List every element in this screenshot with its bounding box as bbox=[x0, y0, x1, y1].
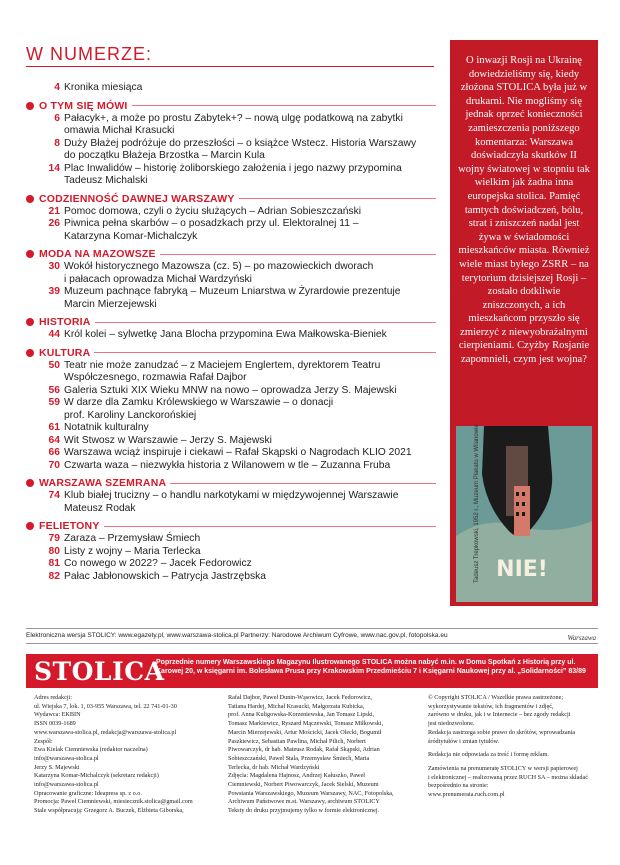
table-of-contents bbox=[26, 82, 436, 583]
imprint-line: śródtytułów i zmian tytułów. bbox=[428, 737, 500, 745]
toc-entry bbox=[26, 460, 436, 473]
toc-entry-text: Muzeum pachnące fabryką – Muzeum Lniarstwa w Żyrardowie prezentuje bbox=[64, 286, 401, 297]
toc-entry-text: Współczesnego, rozmawia Rafał Dajbor bbox=[64, 372, 247, 383]
toc-page-number: 6 bbox=[54, 112, 60, 124]
toc-page-number bbox=[26, 274, 64, 287]
imprint-line: wykorzystywanie tekstów, ich fragmentów i zdjęć, bbox=[428, 702, 554, 710]
imprint-line: info@warszawa-stolica.pl bbox=[34, 754, 99, 762]
toc-page-number: 21 bbox=[48, 205, 60, 217]
toc-section-header bbox=[26, 247, 436, 261]
imprint-line: Wydawca: EKBIN bbox=[34, 711, 81, 719]
toc-entry bbox=[26, 385, 436, 398]
toc-entry bbox=[26, 422, 436, 435]
imprint-line: bezpośrednio na stronie: bbox=[428, 782, 489, 790]
toc-entry-text: prof. Karoliny Lanckorońskiej bbox=[64, 409, 197, 421]
imprint-line: Sobieszczański, Paweł Stala, Przemysław Śmiech, Maria bbox=[228, 754, 370, 762]
toc-entry-text: Czwarta waza – niezwykła historia z Wilanowem w tle – Zuzanna Fruba bbox=[64, 459, 391, 471]
imprint-line: Katarzyna Komar-Michalczyk (sekretarz redakcji) bbox=[34, 772, 159, 780]
toc-entry bbox=[26, 372, 436, 385]
imprint-line: ul. Wiejska 7, lok. 1, 03-955 Warszawa, tel. 22 741-01-30 bbox=[34, 702, 177, 710]
imprint-line: Zdjęcia: Magdalena Hajnosz, Andrzej Kałuszko, Paweł bbox=[228, 772, 365, 780]
section-divider bbox=[239, 198, 436, 199]
imprint-line: i elektronicznej – realizowaną przez RUCH SA – można składać bbox=[428, 773, 588, 781]
toc-section-header bbox=[26, 192, 436, 206]
imprint-line: zarówno w druku, jak i w Internecie – bez zgody redakcji bbox=[428, 711, 571, 719]
imprint-col-2 bbox=[228, 694, 424, 816]
masthead bbox=[26, 654, 598, 688]
toc-page-number bbox=[26, 372, 64, 385]
toc-page-number: 82 bbox=[48, 570, 60, 582]
toc-entry bbox=[26, 435, 436, 448]
toc-entry-text: Klub białej trucizny – o handlu narkotykami w międzywojennej Warszawie bbox=[64, 490, 399, 501]
toc-section-name: HISTORIA bbox=[39, 316, 91, 328]
toc-page-number bbox=[26, 125, 64, 138]
toc-section-name: KULTURA bbox=[39, 346, 91, 359]
imprint-line: Promocja: Paweł Ciemniewski, miesiecznik.stolica@gmail.com bbox=[34, 798, 193, 806]
toc-entry bbox=[26, 360, 436, 373]
section-divider bbox=[104, 526, 436, 527]
toc-page-number: 64 bbox=[48, 434, 60, 446]
toc-entry-text: Co nowego w 2022? – Jacek Fedorowicz bbox=[64, 558, 252, 569]
toc-page-number bbox=[26, 299, 64, 312]
online-edition-band bbox=[26, 628, 598, 644]
imprint-line: Redakcja nie odpowiada za treść i formę reklam. bbox=[428, 751, 549, 759]
toc-entry bbox=[26, 125, 436, 138]
imprint-line: Teksty do druku przyjmujemy tylko w formie elektronicznej. bbox=[228, 807, 380, 815]
toc-entry bbox=[26, 397, 436, 410]
section-divider bbox=[160, 254, 436, 255]
imprint-line: Ewa Kielak Ciemniewska (redaktor naczelna) bbox=[34, 746, 148, 754]
toc-entry bbox=[26, 163, 436, 176]
toc-entry bbox=[26, 533, 436, 546]
toc-section-header bbox=[26, 346, 436, 360]
imprint-line: Opracowanie graficzne: Ideapress sp. z o.o. bbox=[34, 789, 142, 797]
toc-entry bbox=[26, 447, 436, 460]
toc-entry-text: omawia Michał Krasucki bbox=[64, 125, 175, 136]
imprint-line: © Copyright STOLICA / Wszelkie prawa zastrzeżone; bbox=[428, 694, 564, 701]
toc-entry-text: W darze dla Zamku Królewskiego w Warszawie – o donacji bbox=[64, 397, 334, 408]
imprint-line: ISSN 0039-1689 bbox=[34, 720, 76, 728]
toc-entry bbox=[26, 231, 436, 244]
section-divider bbox=[94, 352, 436, 353]
toc-entry bbox=[26, 490, 436, 503]
toc-page-number: 30 bbox=[48, 261, 60, 272]
toc-entry bbox=[26, 274, 436, 287]
imprint-line: Zespół: bbox=[34, 737, 53, 745]
imprint-col-1 bbox=[34, 694, 224, 816]
bullet-icon bbox=[26, 479, 34, 487]
imprint-line: Piwowarczyk, dr hab. Mateusz Rodak, Rafał Skąpski, Adrian bbox=[228, 746, 380, 754]
toc-entry-text: do początku Błażeja Brzostka – Marcin Kula bbox=[64, 150, 265, 161]
toc-page-number bbox=[26, 231, 64, 244]
toc-entry-text: Katarzyna Komar-Michalczyk bbox=[64, 230, 198, 242]
editorial-comment: O inwazji Rosji na Ukrainę dowiedzieliśmy się, kiedy złożona STOLICA była już w drukarni. Nie mogliśmy się jednak oprzeć konieczności zamieszczenia poniższego komentarza: Warszawa doświadczyła skutków II wojny światowej w stopniu tak wielkim jak żadna inna europejska stolica. Pamięć tamtych doświadczeń, bólu, strat i zniszczeń nadal jest żywa w świadomości mieszkańców miasta. Również wiele miast byłego ZSRR – na terytorium dzisiejszej Rosji – zostało dotkliwie zniszczonych, a ich mieszkańcom przyszło się zmierzyć z niewyobrażalnymi cierpieniami. Czyżby Rosjanie zapomnieli, czym jest wojna? bbox=[458, 55, 590, 366]
toc-page-number: 81 bbox=[48, 558, 60, 569]
toc-entry bbox=[26, 261, 436, 274]
toc-entry-text: Warszawa wciąż inspiruje i ciekawi – Rafał Skąpski o Nagrodach KLIO 2021 bbox=[64, 447, 412, 458]
imprint-line: Jerzy S. Majewski bbox=[34, 763, 80, 771]
toc-entry bbox=[26, 546, 436, 559]
toc-entry bbox=[26, 329, 436, 342]
imprint-line: info@warszawa-stolica.pl bbox=[34, 781, 99, 789]
toc-entry bbox=[26, 113, 436, 126]
toc-page-number: 50 bbox=[48, 359, 60, 371]
imprint-line: Adres redakcji: bbox=[34, 694, 72, 701]
toc-entry-text: Kronika miesiąca bbox=[64, 82, 143, 93]
toc-page-number bbox=[26, 503, 64, 516]
toc-entry-text: Galeria Sztuki XIX Wieku MNW na nowo – oprowadza Jerzy S. Majewski bbox=[64, 384, 397, 396]
toc-section-name: FELIETONY bbox=[39, 520, 100, 532]
toc-entry-text: Marcin Mierzejewski bbox=[64, 298, 157, 310]
section-divider bbox=[95, 322, 436, 323]
toc-entry-text: Piwnica pełna skarbów – o posadzkach przy ul. Elektoralnej 11 – bbox=[64, 218, 359, 229]
toc-entry-text: Mateusz Rodak bbox=[64, 502, 136, 514]
bullet-icon bbox=[26, 195, 34, 203]
toc-entry-text: Teatr nie może zanudzać – z Maciejem Englertem, dyrektorem Teatru bbox=[64, 359, 381, 371]
toc-entry bbox=[26, 410, 436, 423]
poster-credit: Tadeusz Trepkowski, 1952 r., Muzeum Plakatu w Wilanowie bbox=[474, 424, 480, 583]
toc-entry-text: i pałacach oprowadza Michał Wardzyński bbox=[64, 273, 252, 285]
imprint-line: Ciemniewski, Norbert Piwowarczyk, Jacek Sielski, Muzeum bbox=[228, 781, 379, 789]
bullet-icon bbox=[26, 250, 34, 258]
toc-entry-text: Pałacyk+, a może po prostu Zabytek+? – nową ulgę podatkową na zabytki bbox=[64, 112, 403, 124]
toc-entry-text: Pomoc domowa, czyli o życiu służących – Adrian Sobieszczański bbox=[64, 205, 362, 217]
toc-entry bbox=[26, 571, 436, 584]
toc-entry bbox=[26, 206, 436, 219]
toc-page-number: 4 bbox=[54, 82, 60, 93]
toc-page-number bbox=[26, 410, 64, 423]
toc-page-number: 26 bbox=[48, 218, 60, 229]
toc-entry bbox=[26, 558, 436, 571]
section-divider bbox=[170, 483, 436, 484]
toc-page-number: 66 bbox=[48, 447, 60, 458]
poster-word: NIE! bbox=[496, 557, 548, 582]
partner-logo: Warszawa bbox=[567, 634, 596, 642]
toc-entry-text: Listy z wojny – Maria Terlecka bbox=[64, 545, 201, 557]
imprint-line: Rafał Dajbor, Paweł Dunin-Wąsowicz, Jacek Fedorowicz, bbox=[228, 694, 373, 701]
bullet-icon bbox=[26, 102, 34, 110]
toc-section-header bbox=[26, 519, 436, 533]
toc-page-number: 14 bbox=[48, 162, 60, 174]
toc-entry bbox=[26, 286, 436, 299]
toc-entry bbox=[26, 175, 436, 188]
toc-page-number: 74 bbox=[48, 490, 60, 501]
imprint-line: Powstania Warszawskiego, Muzeum Warszawy, NAC, Fotopolska, bbox=[228, 789, 394, 797]
section-divider bbox=[132, 105, 436, 106]
imprint-line: Marcin Mierzejewski, Artur Mościcki, Jacek Olecki, Bogumił bbox=[228, 728, 382, 736]
toc-page-number: 59 bbox=[48, 397, 60, 408]
toc-entry bbox=[26, 82, 436, 95]
imprint-line: Redakcja zastrzega sobie prawo do skrótów, wprowadzania bbox=[428, 728, 576, 736]
toc-section-name: MODA NA MAZOWSZE bbox=[39, 248, 156, 260]
imprint-line: Terlecka, dr hab. Michał Wardzyński bbox=[228, 763, 320, 771]
toc-entry-text: Pałac Jabłonowskich – Patrycja Jastrzębska bbox=[64, 570, 267, 582]
toc-section-name: WARSZAWA SZEMRANA bbox=[39, 477, 167, 489]
toc-page-number: 8 bbox=[54, 137, 60, 149]
toc-entry-text: Plac Inwalidów – historię żoliborskiego założenia i jego nazwy przypomina bbox=[64, 162, 402, 174]
editorial-sidebar bbox=[450, 40, 598, 606]
imprint-line: Tomasz Markiewicz, Ryszard Mączewski, Tomasz Miłkowski, bbox=[228, 720, 384, 728]
toc-page-number bbox=[26, 150, 64, 163]
toc-page-number: 61 bbox=[48, 422, 60, 433]
toc-section-header bbox=[26, 476, 436, 490]
masthead-note: Poprzednie numery Warszawskiego Magazynu Ilustrowanego STOLICA można nabyć m.in. w Domu Spotkań z Historią przy ul. Karowej 20, w księgarni im. Bolesława Prusa przy Krakowskim Przedmieściu 7 i Księgarni Naukowej przy al. „Solidarności” 83/89 bbox=[156, 659, 586, 675]
bullet-icon bbox=[26, 318, 34, 326]
toc-title: W NUMERZE: bbox=[26, 44, 152, 64]
online-edition-text: Elektroniczna wersja STOLICY: www.egazety.pl, www.warszawa-stolica.pl Partnerzy: Narodowe Archiwum Cyfrowe, www.nac.gov.pl, fotopolska.eu bbox=[26, 632, 448, 639]
imprint-line: Stale współpracują: Grzegorz A. Buczek, Elżbieta Giborska, bbox=[34, 807, 184, 815]
toc-page-number: 80 bbox=[48, 545, 60, 557]
toc-entry-text: Wit Stwosz w Warszawie – Jerzy S. Majewski bbox=[64, 434, 272, 446]
toc-page-number bbox=[26, 175, 64, 188]
toc-section-name: CODZIENNOŚĆ DAWNEJ WARSZAWY bbox=[39, 192, 235, 205]
imprint-line: jest niedozwolone. bbox=[428, 720, 475, 728]
toc-entry-text: Duży Błażej podróżuje do przeszłości – o książce Wstecz. Historia Warszawy bbox=[64, 137, 417, 149]
imprint-line: www.warszawa-stolica.pl, redakcja@warszawa-stolica.pl bbox=[34, 728, 177, 736]
imprint-line: Archiwum Państwowe m.st. Warszawy, archiwum STOLICY bbox=[228, 798, 380, 806]
imprint-col-3 bbox=[428, 694, 598, 800]
toc-page-number: 44 bbox=[48, 329, 60, 340]
toc-entry-text: Król kolei – sylwetkę Jana Blocha przypomina Ewa Małkowska-Bieniek bbox=[64, 329, 387, 340]
bullet-icon bbox=[26, 522, 34, 530]
toc-entry-text: Wokół historycznego Mazowsza (cz. 5) – po mazowieckich dworach bbox=[64, 261, 374, 272]
toc-entry-text: Zaraza – Przemysław Śmiech bbox=[64, 533, 201, 544]
toc-entry bbox=[26, 138, 436, 151]
toc-section-name: O TYM SIĘ MÓWI bbox=[39, 99, 128, 112]
toc-entry bbox=[26, 299, 436, 312]
toc-page-number: 79 bbox=[48, 533, 60, 544]
imprint-line: Zamówienia na prenumeratę STOLICY w wersji papierowej bbox=[428, 764, 578, 772]
imprint-line: Tatiana Hardej, Michał Krasucki, Małgorzata Kubicka, bbox=[228, 702, 365, 710]
toc-entry-text: Notatnik kulturalny bbox=[64, 422, 149, 433]
imprint-line: Paszkiewicz, Sebastian Pawlina, Michał Pilich, Norbert bbox=[228, 737, 366, 745]
imprint-line: prof. Anna Kuligowska-Korzeniewska, Jan Tomasz Lipski, bbox=[228, 711, 375, 719]
toc-section-header bbox=[26, 99, 436, 113]
toc-entry bbox=[26, 503, 436, 516]
toc-entry bbox=[26, 150, 436, 163]
toc-page-number: 70 bbox=[48, 459, 60, 471]
toc-section-header bbox=[26, 315, 436, 329]
bullet-icon bbox=[26, 349, 34, 357]
imprint-line: www.prenumerata.ruch.com.pl bbox=[428, 791, 505, 799]
toc-divider bbox=[26, 66, 434, 67]
toc-page-number: 39 bbox=[48, 286, 60, 297]
toc-page-number: 56 bbox=[48, 384, 60, 396]
toc-entry bbox=[26, 218, 436, 231]
toc-entry-text: Tadeusz Michalski bbox=[64, 175, 148, 186]
stolica-logo: STOLICA bbox=[34, 657, 165, 686]
